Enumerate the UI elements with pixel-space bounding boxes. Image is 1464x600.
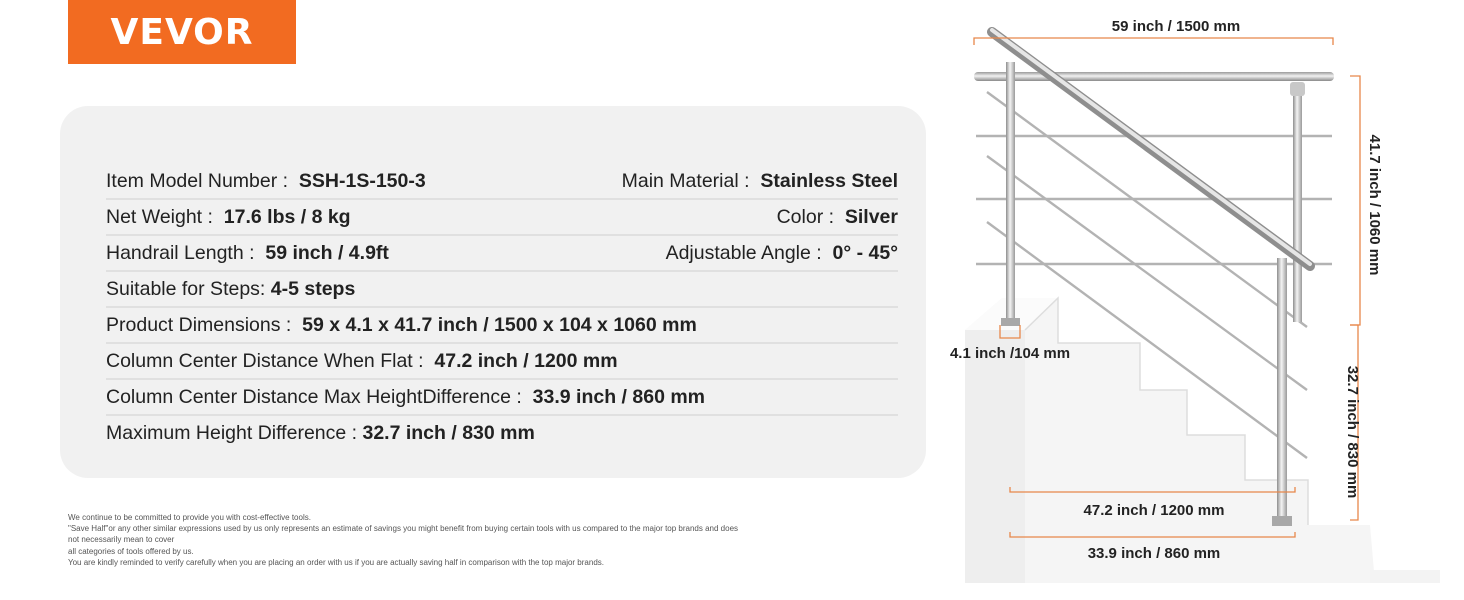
spec-suitable-steps — [106, 278, 355, 301]
spec-row-6 — [106, 343, 898, 379]
logo-text: VEVOR — [110, 11, 254, 53]
spec-row-5 — [106, 307, 898, 343]
disclaimer-line: not necessarily mean to cover — [68, 535, 175, 545]
disclaimer-line: You are kindly reminded to verify carefully when you are placing an order with us if you are actually saving half in comparison with the top major brands. — [68, 557, 604, 567]
spec-handrail-length — [106, 242, 389, 265]
spec-value: 59 inch / 4.9ft — [265, 241, 389, 264]
spec-row-3 — [106, 235, 898, 271]
spec-value: 33.9 inch / 860 mm — [532, 385, 706, 408]
spec-label: Handrail Length : — [106, 241, 266, 264]
left-post — [1006, 62, 1015, 322]
spec-value: 32.7 inch / 830 mm — [362, 421, 535, 444]
spec-material — [622, 170, 898, 193]
slope-distance-label: 33.9 inch / 860 mm — [1087, 545, 1221, 562]
spec-row-8 — [106, 415, 898, 451]
spec-value: 47.2 inch / 1200 mm — [434, 349, 618, 372]
spec-adjustable-angle — [666, 242, 898, 265]
disclaimer-line: all categories of tools offered by us. — [68, 546, 194, 556]
spec-label: Adjustable Angle : — [665, 241, 833, 264]
left-post-base — [1001, 318, 1020, 326]
flat-handrail — [974, 72, 1334, 81]
railing-diagram — [940, 0, 1464, 600]
angled-post — [1277, 258, 1287, 522]
spec-product-dimensions — [106, 314, 697, 337]
spec-value: Stainless Steel — [760, 169, 898, 192]
disclaimer-line: We continue to be committed to provide you with cost-effective tools. — [68, 513, 311, 522]
spec-model-number — [106, 170, 426, 193]
spec-label: Maximum Height Difference : — [106, 421, 363, 444]
spec-value: 4-5 steps — [270, 277, 356, 300]
spec-value: SSH-1S-150-3 — [298, 169, 426, 192]
spec-value: 17.6 lbs / 8 kg — [223, 205, 351, 228]
height-difference-label: 32.7 inch / 830 mm — [1344, 365, 1361, 499]
right-post — [1293, 82, 1302, 322]
spec-value: 0° - 45° — [832, 241, 898, 264]
spec-net-weight — [106, 206, 351, 229]
angled-post-base — [1272, 516, 1292, 526]
spec-color — [777, 206, 898, 229]
vevor-logo — [68, 0, 296, 64]
spec-label: Main Material : — [621, 169, 761, 192]
disclaimer — [68, 512, 848, 568]
total-height-label: 41.7 inch / 1060 mm — [1366, 134, 1383, 276]
spec-label: Column Center Distance When Flat : — [106, 349, 435, 372]
spec-label: Color : — [776, 205, 845, 228]
spec-value: 59 x 4.1 x 41.7 inch / 1500 x 104 x 1060 mm — [302, 313, 697, 336]
spec-label: Item Model Number : — [106, 169, 299, 192]
spec-label: Product Dimensions : — [106, 313, 303, 336]
stairs — [965, 298, 1440, 583]
spec-row-7 — [106, 379, 898, 415]
flat-distance-label: 47.2 inch / 1200 mm — [1083, 502, 1225, 519]
spec-max-height-difference — [106, 422, 535, 445]
spec-row-4 — [106, 271, 898, 307]
spec-card — [60, 106, 926, 478]
spec-column-distance-flat — [106, 350, 618, 373]
disclaimer-line: "Save Half"or any other similar expressions used by us only represents an estimate of savings you might benefit from buying certain tools with us compared to the major top brands and does — [68, 524, 739, 534]
base-width-label: 4.1 inch /104 mm — [949, 345, 1071, 362]
right-post-cap — [1290, 82, 1305, 96]
spec-row-2 — [106, 199, 898, 235]
spec-label: Column Center Distance Max HeightDifference : — [106, 385, 533, 408]
spec-row-1 — [106, 163, 898, 199]
spec-column-distance-max-height — [106, 386, 705, 409]
spec-label: Suitable for Steps: — [106, 277, 271, 300]
spec-value: Silver — [844, 205, 898, 228]
handrail-length-label: 59 inch / 1500 mm — [1111, 18, 1241, 35]
spec-label: Net Weight : — [106, 205, 224, 228]
